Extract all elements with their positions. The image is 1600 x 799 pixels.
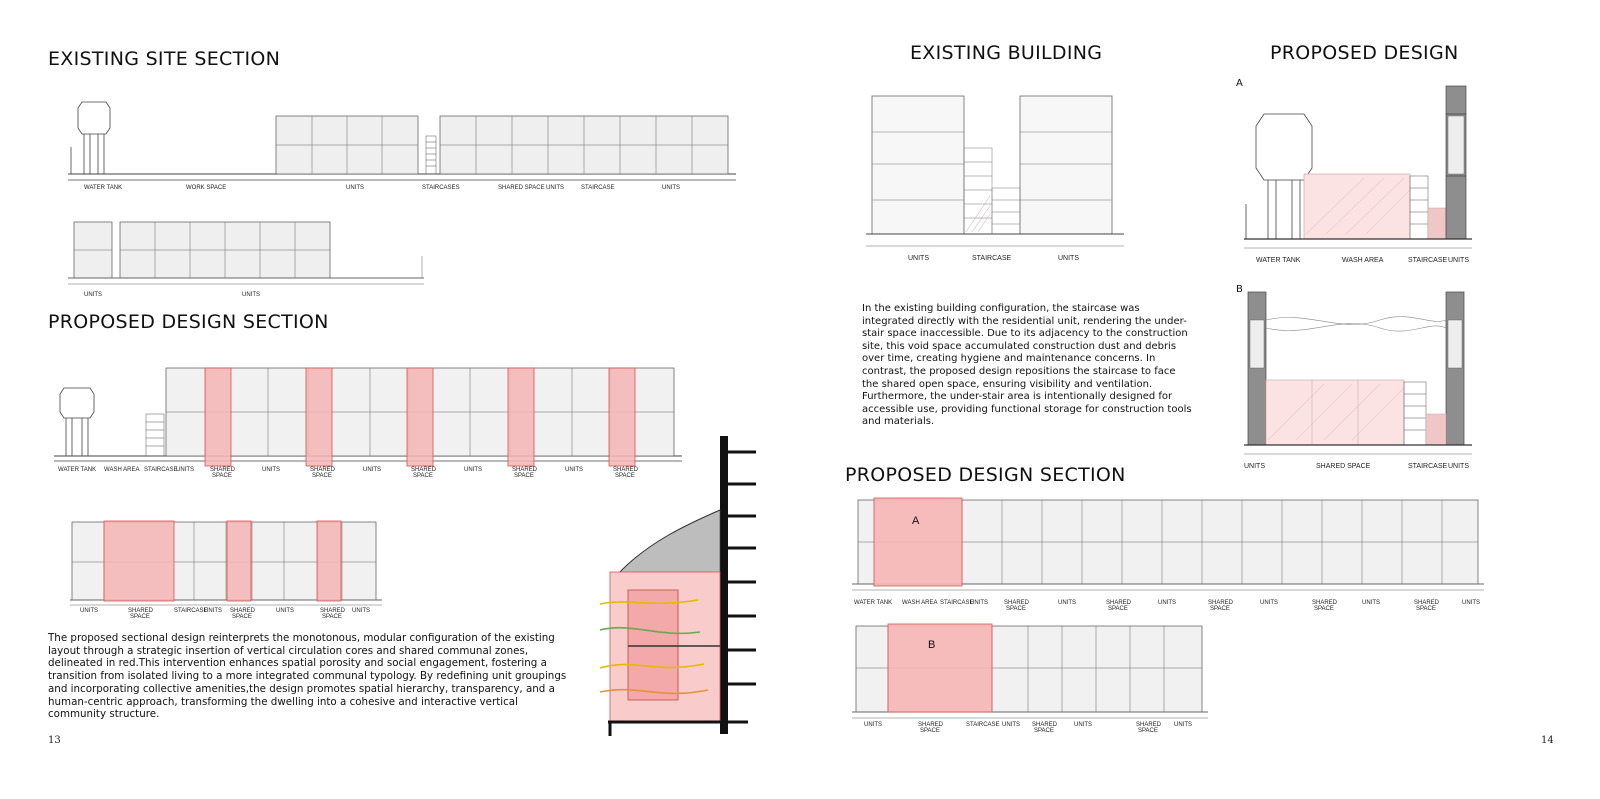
label-units: UNITS [1362, 600, 1380, 606]
label-staircase: STAIRCASE [940, 600, 974, 606]
label-space: SPACE [1108, 606, 1128, 612]
section-tag-a: A [912, 515, 920, 527]
label-units: UNITS [662, 185, 680, 191]
label-units: UNITS [352, 608, 370, 614]
label-shared-space: SHARED SPACE [1316, 463, 1371, 470]
label-staircases: STAIRCASES [422, 185, 460, 191]
label-units: UNITS [1002, 722, 1020, 728]
page-number-right: 14 [1541, 735, 1554, 746]
label-units: UNITS [464, 467, 482, 473]
proposed-design-section-title-right: PROPOSED DESIGN SECTION [845, 464, 1126, 486]
label-space: SPACE [1416, 606, 1436, 612]
label-shared: SHARED [1414, 600, 1440, 606]
label-water-tank: WATER TANK [84, 185, 123, 191]
label-water-tank: WATER TANK [854, 600, 893, 606]
label-units: UNITS [262, 467, 280, 473]
label-staircase: STAIRCASE [1408, 463, 1448, 470]
label-shared: SHARED [411, 467, 437, 473]
label-staircase: STAIRCASE [144, 467, 178, 473]
label-shared: SHARED [512, 467, 538, 473]
existing-site-section-title: EXISTING SITE SECTION [48, 48, 281, 70]
label-shared: SHARED [1032, 722, 1058, 728]
perspective-section-illustration [608, 432, 758, 738]
existing-site-section-drawing [64, 92, 744, 202]
label-space: SPACE [920, 728, 940, 734]
existing-building-title: EXISTING BUILDING [910, 42, 1103, 64]
detail-a-drawing [1240, 84, 1480, 270]
proposed-section-drawing-row2 [70, 520, 390, 626]
label-wash-area: WASH AREA [1342, 257, 1384, 264]
label-space: SPACE [514, 473, 534, 479]
label-space: SPACE [1034, 728, 1054, 734]
label-water-tank: WATER TANK [58, 467, 97, 473]
existing-building-section-drawing [862, 92, 1132, 264]
label-units: UNITS [908, 255, 929, 262]
label-shared: SHARED [128, 608, 154, 614]
right-proposed-section-drawing-row2 [852, 622, 1212, 740]
label-shared: SHARED [310, 467, 336, 473]
shared-core [888, 624, 992, 712]
label-space: SPACE [312, 473, 332, 479]
label-staircase: STAIRCASE [174, 608, 208, 614]
label-space: SPACE [322, 614, 342, 620]
label-shared: SHARED [1136, 722, 1162, 728]
label-units: UNITS [346, 185, 364, 191]
label-units: UNITS [1074, 722, 1092, 728]
label-shared: SHARED [1004, 600, 1030, 606]
label-units: UNITS [546, 185, 564, 191]
label-units: UNITS [864, 722, 882, 728]
label-staircase: STAIRCASE [966, 722, 1000, 728]
detail-b-tag: B [1236, 284, 1243, 295]
label-units: UNITS [1158, 600, 1176, 606]
label-units: UNITS [1058, 255, 1079, 262]
proposed-design-section-title: PROPOSED DESIGN SECTION [48, 311, 329, 333]
label-space: SPACE [615, 473, 635, 479]
label-units: UNITS [1448, 257, 1469, 264]
label-shared: SHARED [230, 608, 256, 614]
label-space: SPACE [130, 614, 150, 620]
label-space: SPACE [212, 473, 232, 479]
label-units: UNITS [1244, 463, 1265, 470]
right-proposed-section-drawing-row1 [852, 496, 1512, 616]
label-units: UNITS [204, 608, 222, 614]
detail-a-tag: A [1236, 78, 1243, 89]
detail-b-drawing [1240, 290, 1480, 472]
label-staircase: STAIRCASE [972, 255, 1012, 262]
proposed-design-title: PROPOSED DESIGN [1270, 42, 1459, 64]
label-units: UNITS [1462, 600, 1480, 606]
label-units: UNITS [1260, 600, 1278, 606]
label-water-tank: WATER TANK [1256, 257, 1301, 264]
label-units: UNITS [363, 467, 381, 473]
label-units: UNITS [242, 292, 260, 298]
label-wash-area: WASH AREA [104, 467, 140, 473]
label-units: UNITS [84, 292, 102, 298]
section-tag-b: B [928, 639, 936, 651]
label-shared: SHARED [1208, 600, 1234, 606]
label-work-space: WORK SPACE [186, 185, 227, 191]
label-units: UNITS [970, 600, 988, 606]
label-shared: SHARED [210, 467, 236, 473]
label-space: SPACE [413, 473, 433, 479]
label-units: UNITS [1448, 463, 1469, 470]
label-wash-area: WASH AREA [902, 600, 938, 606]
label-units: UNITS [1058, 600, 1076, 606]
label-staircase: STAIRCASE [581, 185, 615, 191]
label-shared: SHARED [320, 608, 346, 614]
label-space: SPACE [1210, 606, 1230, 612]
label-units: UNITS [276, 608, 294, 614]
label-shared: SHARED [613, 467, 639, 473]
label-units: UNITS [1174, 722, 1192, 728]
label-space: SPACE [1006, 606, 1026, 612]
label-units: UNITS [80, 608, 98, 614]
label-space: SPACE [1314, 606, 1334, 612]
page-number-left: 13 [48, 735, 61, 746]
label-shared: SHARED [1312, 600, 1338, 606]
label-units: UNITS [565, 467, 583, 473]
label-shared: SHARED [1106, 600, 1132, 606]
label-space: SPACE [1138, 728, 1158, 734]
existing-site-section-drawing-row2 [64, 216, 434, 302]
label-shared: SHARED [918, 722, 944, 728]
label-shared-space: SHARED SPACE [498, 185, 545, 191]
label-space: SPACE [232, 614, 252, 620]
proposed-section-drawing-row1 [50, 366, 690, 482]
proposed-design-description: The proposed sectional design reinterprets the monotonous, modular configuration of the existing layout through a strategic insertion of vertical circulation cores and shared communal zones, delineated in red.This intervention enhances spatial porosity and social engagement, fostering a transition from isolated living to a more integrated communal typology. By redefining unit groupings and incorporating collective amenities,the design promotes spatial hierarchy, transparency, and a human-centric approach, transforming the dwelling into a cohesive and interactive vertical community structure. [48, 632, 567, 721]
existing-building-description: In the existing building configuration, the staircase was integrated directly with the residential unit, rendering the under-stair space inaccessible. Due to its adjacency to the construction site, this void space accumulated construction dust and debris over time, creating hygiene and maintenance concerns. In contrast, the proposed design repositions the staircase to face the shared open space, ensuring visibility and ventilation. Furthermore, the under-stair area is intentionally designed for accessible use, providing functional storage for construction tools and materials. [862, 303, 1192, 428]
label-units: UNITS [176, 467, 194, 473]
shared-core [874, 498, 962, 586]
label-staircase: STAIRCASE [1408, 257, 1448, 264]
